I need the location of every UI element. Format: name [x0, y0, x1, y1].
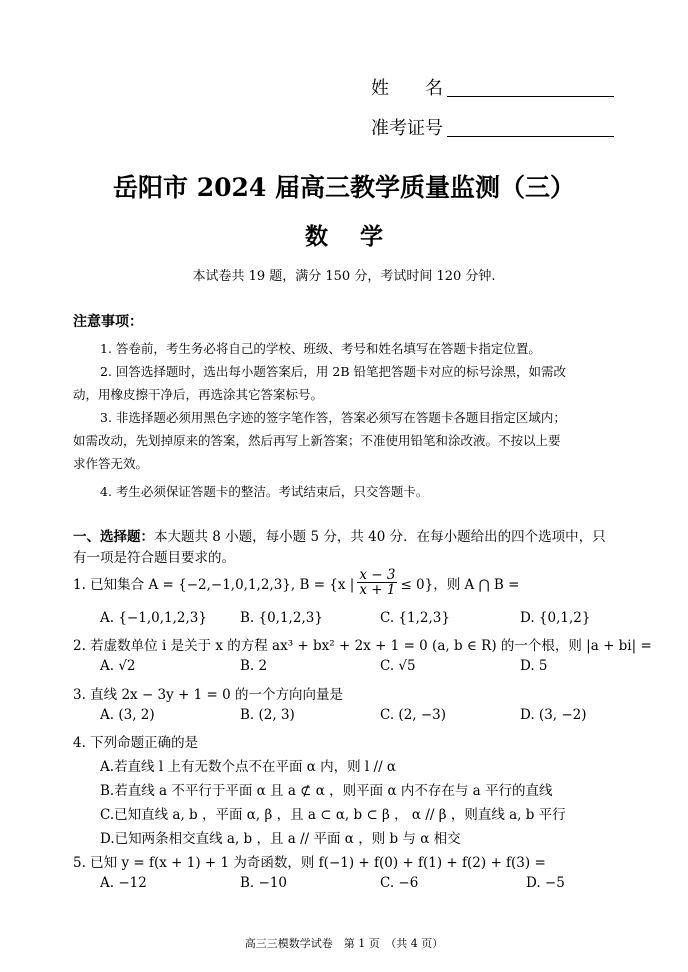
- notice-line-5: 如需改动，先划掉原来的答案，然后再写上新答案；不准使用铅笔和涂改液。不按以上要: [73, 433, 561, 448]
- q4-option-b: B.若直线 a 不平行于平面 α 且 a ⊄ α ，则平面 α 内不存在与 a 平行的直线: [100, 783, 553, 799]
- q1-option-c: C. {1,2,3}: [380, 610, 450, 626]
- subject-title: 数学: [305, 223, 415, 250]
- id-field-line[interactable]: [447, 136, 614, 137]
- section-desc: 本大题共 8 小题，每小题 5 分，共 40 分．在每小题给出的四个选项中，只: [154, 529, 606, 545]
- q2-option-d: D. 5: [520, 658, 548, 674]
- q5-option-d: D. −5: [526, 875, 565, 891]
- notice-line-4: 3. 非选择题必须用黑色字迹的签字笔作答，答案必须写在答题卡各题目指定区域内；: [100, 410, 566, 425]
- question-3: 3. 直线 2x − 3y + 1 = 0 的一个方向向量是: [73, 687, 344, 703]
- q3-option-d: D. (3, −2): [520, 707, 587, 723]
- q5-option-a: A. −12: [100, 875, 147, 891]
- q1-fraction: [357, 568, 397, 597]
- q1-frac-den: x + 1: [359, 582, 396, 598]
- question-1: [73, 568, 519, 597]
- question-2: 2. 若虚数单位 i 是关于 x 的方程 ax³ + bx² + 2x + 1 = 0 (a, b ∈ R) 的一个根，则 |a + bi| =: [73, 638, 652, 654]
- section-heading: 一、选择题：: [73, 529, 154, 545]
- section-desc-line-1: [73, 525, 606, 545]
- notice-line-3: 动，用橡皮擦干净后，再选涂其它答案标号。: [73, 387, 324, 402]
- q2-option-b: B. 2: [240, 658, 268, 674]
- section-desc-line-2: 有一项是符合题目要求的。: [73, 550, 235, 566]
- q3-option-c: C. (2, −3): [380, 707, 447, 723]
- exam-intro: 本试卷共 19 题，满分 150 分，考试时间 120 分钟.: [192, 269, 496, 284]
- question-4: 4. 下列命题正确的是: [73, 735, 199, 751]
- q3-option-b: B. (2, 3): [240, 707, 295, 723]
- q1-option-b: B. {0,1,2,3}: [240, 610, 323, 626]
- q1-post: ≤ 0}，则 A ⋂ B =: [400, 576, 520, 593]
- notice-line-2: 2. 回答选择题时，选出每小题答案后，用 2B 铅笔把答题卡对应的标号涂黑，如需改: [100, 364, 566, 379]
- name-label: 姓 名: [371, 78, 443, 99]
- question-5: 5. 已知 y = f(x + 1) + 1 为奇函数，则 f(−1) + f(0) + f(1) + f(2) + f(3) =: [73, 855, 546, 871]
- notice-line-6: 求作答无效。: [73, 456, 149, 471]
- q1-option-a: A. {−1,0,1,2,3}: [100, 610, 207, 626]
- page-title: 岳阳市 2024 届高三教学质量监测（三）: [113, 173, 575, 202]
- q5-option-b: B. −10: [240, 875, 287, 891]
- q3-option-a: A. (3, 2): [100, 707, 155, 723]
- q1-frac-num: x − 3: [359, 567, 396, 583]
- q4-option-a: A.若直线 l 上有无数个点不在平面 α 内，则 l // α: [100, 759, 397, 775]
- q2-option-c: C. √5: [380, 658, 416, 674]
- q1-option-d: D. {0,1,2}: [520, 610, 591, 626]
- page-footer: 高三三模数学试卷 第 1 页 （共 4 页）: [244, 937, 444, 950]
- q5-option-c: C. −6: [380, 875, 419, 891]
- q4-option-d: D.已知两条相交直线 a, b ，且 a // 平面 α ，则 b 与 α 相交: [100, 831, 461, 847]
- q4-option-c: C.已知直线 a, b ，平面 α, β ，且 a ⊂ α, b ⊂ β ， α // β ，则直线 a, b 平行: [100, 807, 566, 823]
- notice-line-1: 1. 答卷前，考生务必将自己的学校、班级、考号和姓名填写在答题卡指定位置。: [100, 341, 541, 356]
- q2-option-a: A. √2: [100, 658, 136, 674]
- notice-line-7: 4. 考生必须保证答题卡的整洁。考试结束后，只交答题卡。: [100, 484, 429, 499]
- id-label: 准考证号: [371, 118, 443, 139]
- name-field-line[interactable]: [447, 96, 614, 97]
- notice-heading: 注意事项：: [73, 314, 143, 330]
- q1-pre: 1. 已知集合 A = {−2,−1,0,1,2,3}, B = {x |: [73, 576, 355, 593]
